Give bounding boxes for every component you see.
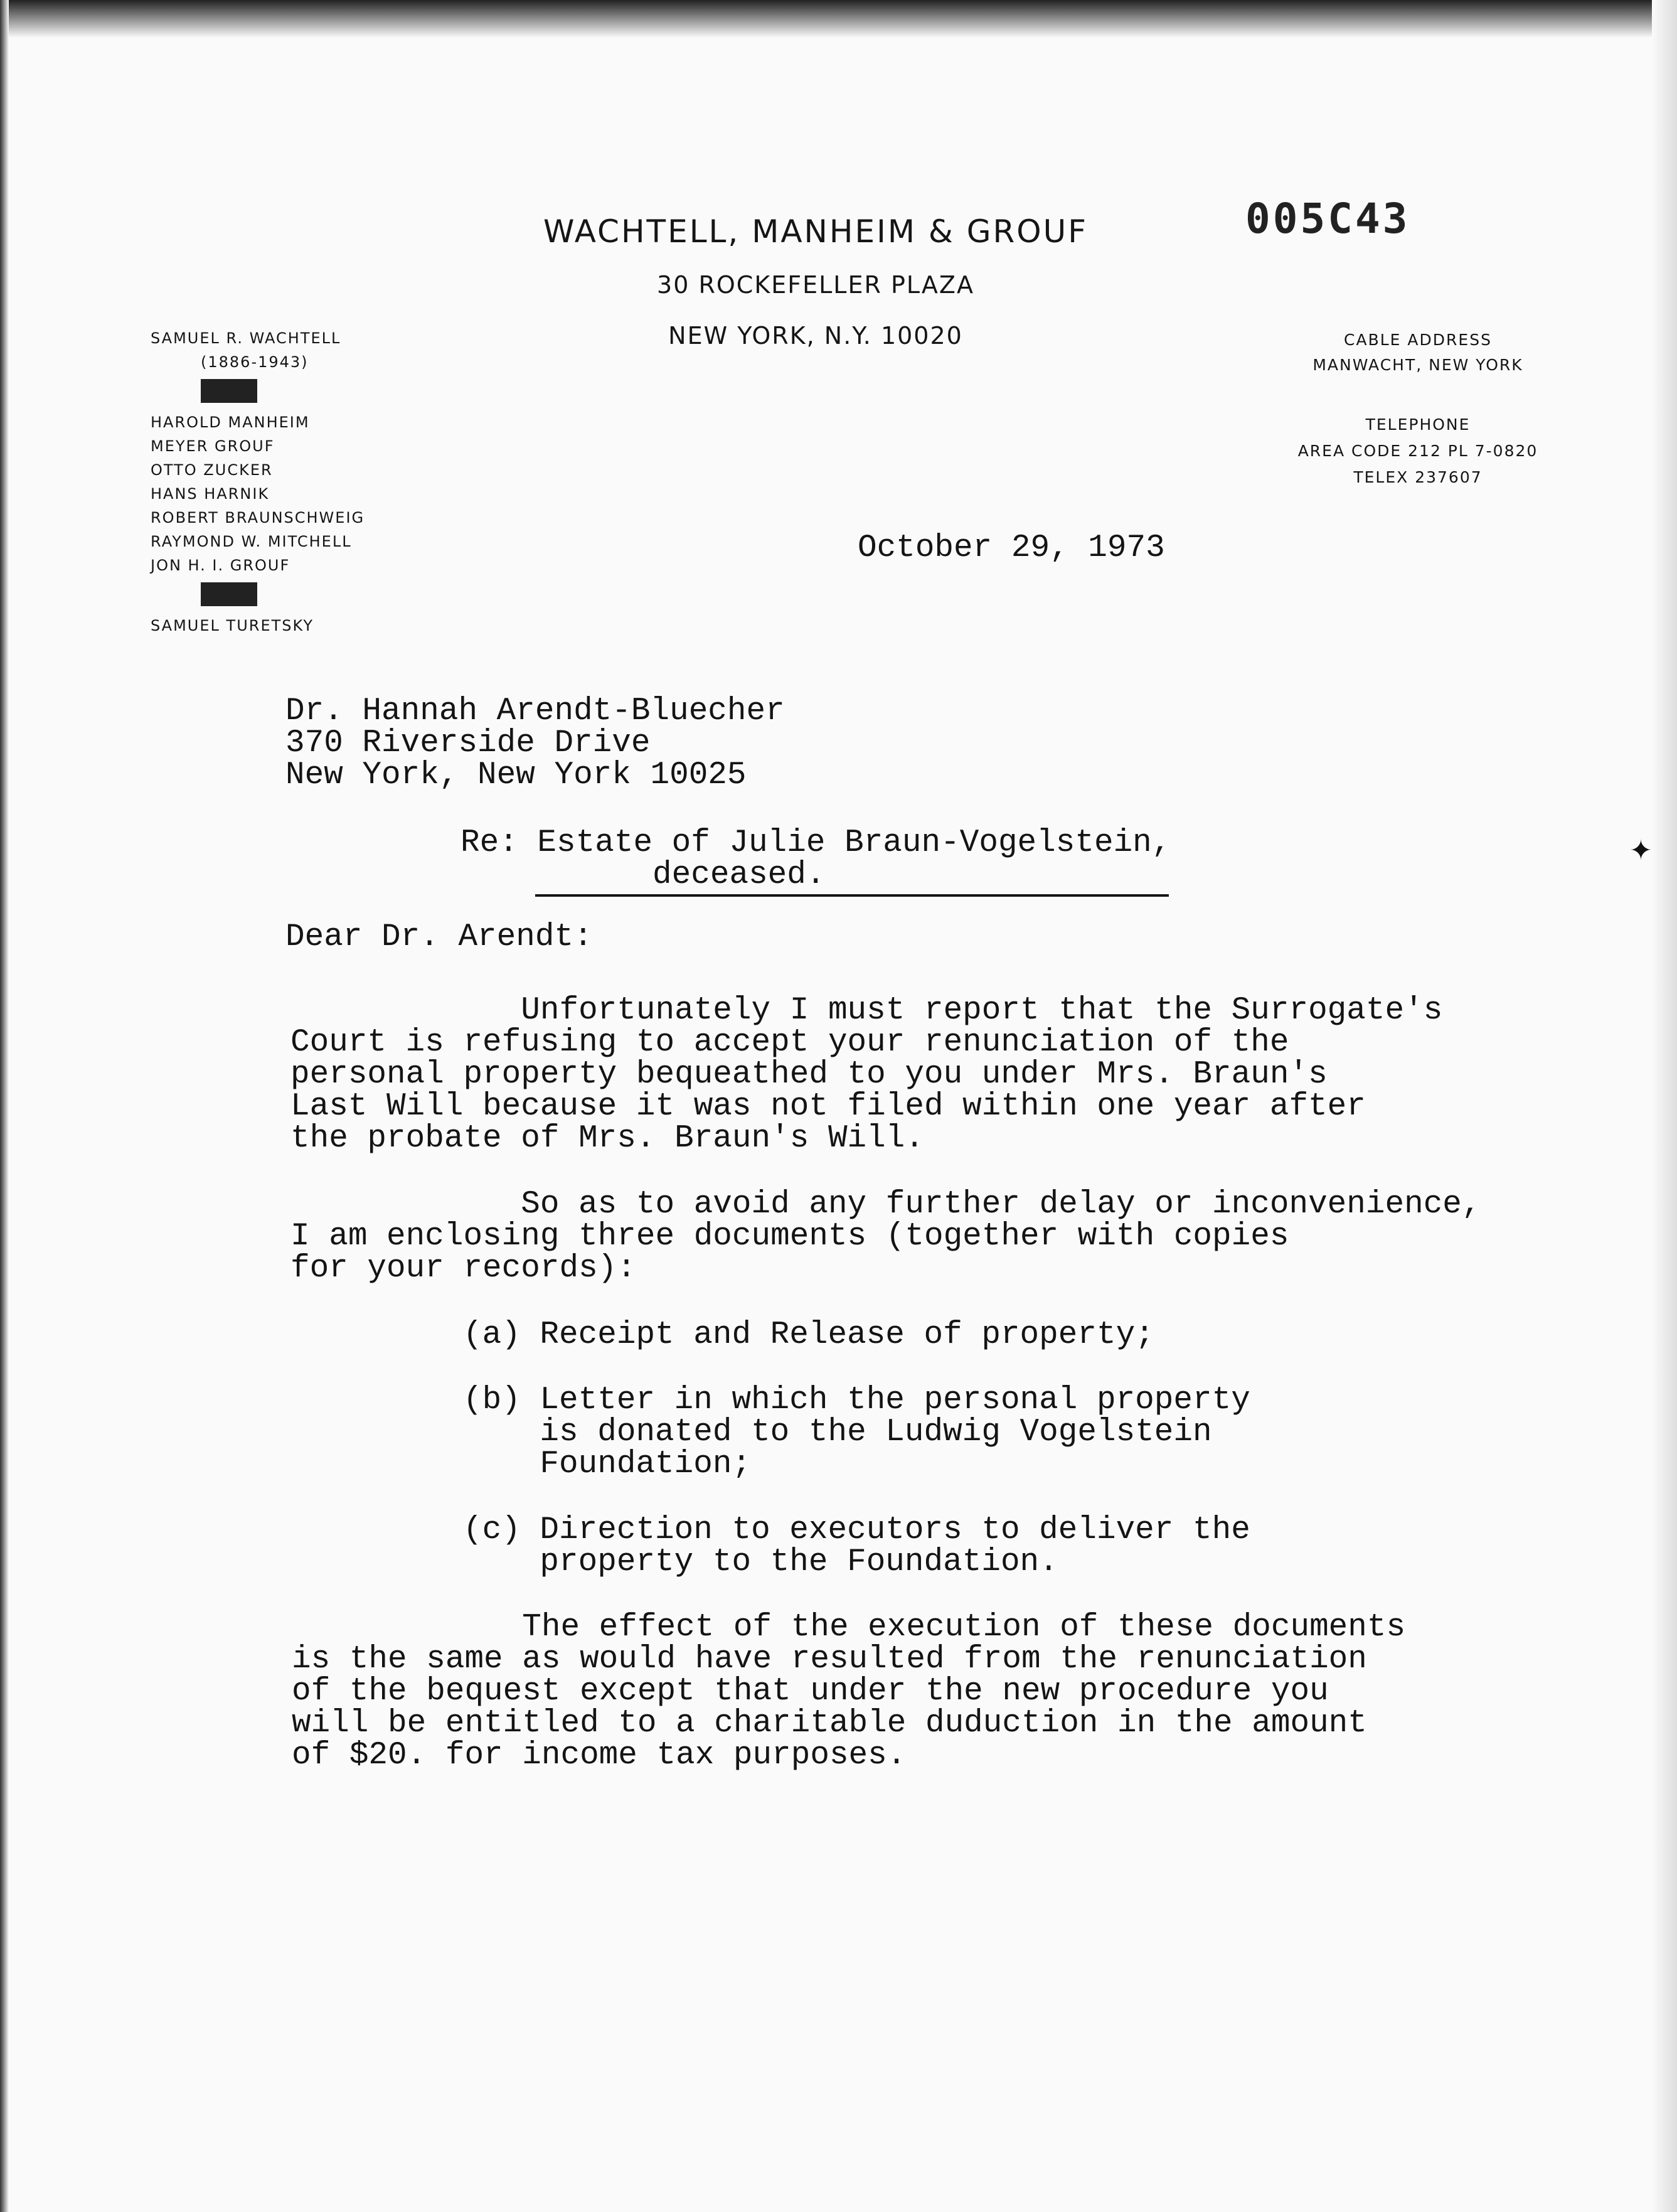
- telephone-label: TELEPHONE: [1365, 415, 1471, 434]
- subject-underline: [535, 894, 1169, 897]
- partner-years: (1886-1943): [201, 353, 309, 371]
- body-paragraph-1: Unfortunately I must report that the Surrogate's Court is refusing to accept your renunciation of the personal property bequeathed to you under Mrs. Braun's Last Will because it was not filed within one year after the probate of Mrs. Braun's Will.: [290, 993, 1443, 1157]
- cable-address-block: [1179, 328, 1656, 378]
- letter-date: October 29, 1973: [858, 530, 1165, 566]
- body-paragraph-2: So as to avoid any further delay or inconvenience, I am enclosing three documents (together with copies for your records):: [290, 1187, 1481, 1286]
- partner-name: HANS HARNIK: [151, 485, 270, 503]
- enclosure-item-c: (c) Direction to executors to deliver the property to the Foundation.: [463, 1512, 1250, 1580]
- partners-divider: [201, 379, 257, 403]
- telephone-block: [1179, 412, 1656, 491]
- partner-name: ROBERT BRAUNSCHWEIG: [151, 509, 365, 526]
- telephone-number: AREA CODE 212 PL 7-0820: [1297, 442, 1538, 460]
- firm-address-line1: 30 ROCKEFELLER PLAZA: [657, 271, 974, 299]
- archive-stamp: 005C43: [1245, 195, 1410, 243]
- partners-divider: [201, 582, 257, 606]
- partner-name: MEYER GROUF: [151, 437, 275, 455]
- enclosure-item-a: (a) Receipt and Release of property;: [463, 1317, 1154, 1353]
- cable-value: MANWACHT, NEW YORK: [1312, 356, 1523, 374]
- salutation: Dear Dr. Arendt:: [285, 919, 593, 955]
- cable-label: CABLE ADDRESS: [1344, 331, 1492, 349]
- partner-name: JON H. I. GROUF: [151, 557, 290, 574]
- telex-number: TELEX 237607: [1353, 468, 1483, 486]
- recipient-address: Dr. Hannah Arendt-Bluecher 370 Riverside Drive New York, New York 10025: [285, 693, 785, 793]
- body-paragraph-3: The effect of the execution of these documents is the same as would have resulted from the renunciation of the bequest except that under the new procedure you will be entitled to a charitable duduction in the amount of $20. for income tax purposes.: [292, 1610, 1406, 1773]
- enclosure-item-b: (b) Letter in which the personal property is donated to the Ludwig Vogelstein Foundation;: [463, 1382, 1250, 1482]
- partner-name: SAMUEL TURETSKY: [151, 617, 314, 634]
- partners-list: [151, 326, 477, 638]
- partner-name: OTTO ZUCKER: [151, 461, 273, 479]
- partner-name: SAMUEL R. WACHTELL: [151, 329, 341, 347]
- partner-name: RAYMOND W. MITCHELL: [151, 533, 352, 550]
- subject-line: Re: Estate of Julie Braun-Vogelstein, deceased.: [461, 825, 1171, 893]
- firm-name: WACHTELL, MANHEIM & GROUF: [543, 213, 1088, 250]
- partner-name: HAROLD MANHEIM: [151, 414, 310, 431]
- firm-address-line2: NEW YORK, N.Y. 10020: [668, 322, 963, 350]
- scan-edge-left: [0, 0, 9, 2212]
- ink-speck: ✦: [1629, 835, 1653, 867]
- scan-edge-top: [0, 0, 1677, 38]
